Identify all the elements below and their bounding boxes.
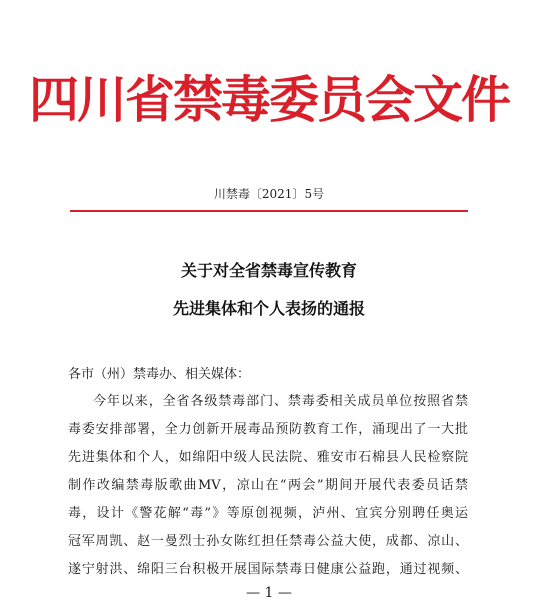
body-line: 冠军周凯、赵一曼烈士孙女陈红担任禁毒公益大使，成都、凉山、: [68, 534, 468, 549]
body-line: 遂宁射洪、绵阳三台积极开展国际禁毒日健康公益跑，通过视频、: [68, 562, 468, 577]
red-separator-rule: [70, 210, 468, 212]
document-title-line-1: 关于对全省禁毒宣传教育: [180, 261, 357, 280]
body-line: 今年以来，全省各级禁毒部门、禁毒委相关成员单位按照省禁: [93, 394, 468, 409]
salutation: 各市（州）禁毒办、相关媒体：: [68, 367, 251, 382]
document-number: 川禁毒〔2021〕5号: [213, 187, 325, 201]
body-line: 毒，设计《警花解“毒”》等原创视频，泸州、宜宾分别聘任奥运: [68, 506, 468, 521]
body-line: 先进集体和个人，如绵阳中级人民法院、雅安市石棉县人民检察院: [68, 450, 468, 465]
issuer-header: 四川省禁毒委员会文件: [29, 71, 509, 129]
body-line: 制作改编禁毒版歌曲MV，凉山在“两会”期间开展代表委员话禁: [68, 478, 468, 493]
page-number: — 1 —: [246, 585, 292, 601]
body-line: 毒委安排部署，全力创新开展毒品预防教育工作，涌现出了一大批: [68, 422, 468, 437]
document-title-line-2: 先进集体和个人表扬的通报: [172, 299, 365, 318]
